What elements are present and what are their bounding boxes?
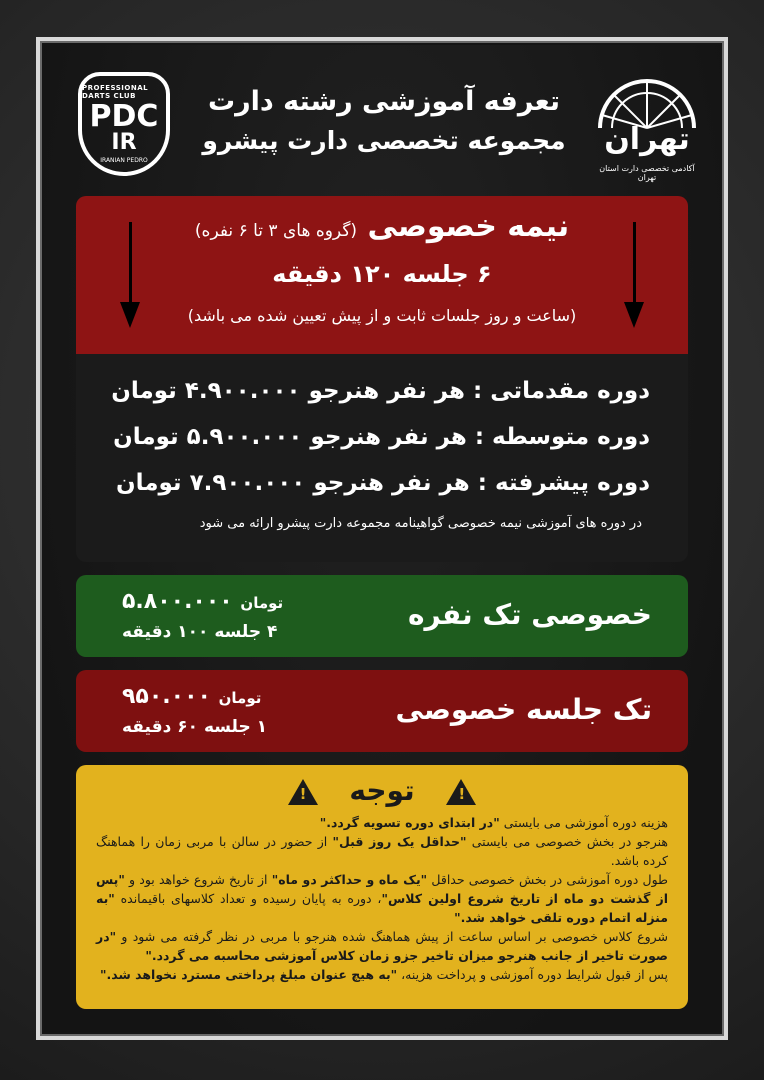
- single-session-title: تک جلسه خصوصی: [395, 693, 652, 726]
- private-single-price: ۵.۸۰۰.۰۰۰: [122, 589, 233, 614]
- notice-emphasis: "یک ماه و حداکثر دو ماه": [271, 872, 428, 887]
- notice-paragraph: [96, 927, 668, 965]
- course-advanced: دوره پیشرفته : هر نفر هنرجو ۷.۹۰۰.۰۰۰ تومان: [115, 470, 650, 496]
- notice-header: [76, 771, 688, 811]
- single-session-unit: تومان: [218, 689, 262, 707]
- semi-private-group: (گروه های ۳ تا ۶ نفره): [194, 221, 358, 241]
- title-block: [194, 82, 574, 160]
- semi-private-schedule-note: (ساعت و روز جلسات ثابت و از پیش تعیین شده می باشد): [187, 306, 577, 325]
- notice-emphasis: "به هیچ عنوان مبلغ پرداختی مسترد نخواهد شد.": [100, 967, 398, 982]
- semi-private-prices: [76, 354, 688, 562]
- notice-box: [76, 765, 688, 1009]
- notice-text: ، دوره به پایان رسیده و تعداد کلاسهای باقیمانده: [114, 891, 382, 906]
- notice-text: طول دوره آموزشی در بخش خصوصی حداقل: [427, 872, 668, 887]
- notice-emphasis: "به منزله اتمام دوره تلقی خواهد شد.": [96, 891, 668, 925]
- notice-emphasis: "در ابتدای دوره تسویه گردد.": [319, 815, 500, 830]
- page-title: تعرفه آموزشی رشته دارت: [207, 86, 560, 117]
- warning-icon: [446, 779, 476, 805]
- single-session-price-line: [122, 682, 261, 713]
- notice-text: هزینه دوره آموزشی می بایستی: [499, 815, 668, 830]
- notice-emphasis: "حداقل یک روز قبل": [332, 834, 467, 849]
- pdc-logo-main: PDC: [89, 99, 159, 134]
- notice-emphasis: "در صورت تاخیر از جانب هنرجو میزان تاخیر جزو زمان کلاس آموزشی محاسبه می گردد.": [96, 929, 668, 963]
- notice-emphasis: "پس از گذشت دو ماه از تاریخ شروع اولین کلاس": [96, 872, 669, 906]
- notice-body: [96, 813, 668, 984]
- semi-private-header: [76, 196, 688, 354]
- pdc-logo-sub: IR: [111, 130, 137, 155]
- header: [44, 60, 720, 190]
- private-single-card: [76, 575, 688, 657]
- notice-title: توجه: [349, 774, 415, 807]
- semi-private-title: نیمه خصوصی: [367, 209, 570, 244]
- pdc-logo-top: PROFESSIONAL DARTS CLUB: [82, 84, 149, 100]
- tehran-logo: [592, 70, 702, 180]
- dome-icon: [592, 70, 702, 130]
- notice-text: پس از قبول شرایط دوره آموزشی و پرداخت هزینه،: [397, 967, 668, 982]
- course-basic: دوره مقدماتی : هر نفر هنرجو ۴.۹۰۰.۰۰۰ تومان: [111, 378, 650, 404]
- certificate-note: در دوره های آموزشی نیمه خصوصی گواهینامه مجموعه دارت پیشرو ارائه می شود: [199, 516, 642, 531]
- notice-paragraph: [96, 965, 668, 984]
- private-single-title: خصوصی تک نفره: [407, 598, 652, 631]
- tehran-logo-name: تهران: [604, 122, 690, 157]
- private-single-sessions: ۴ جلسه ۱۰۰ دقیقه: [122, 622, 278, 642]
- private-single-unit: تومان: [240, 594, 284, 612]
- single-session-card: [76, 670, 688, 752]
- pdc-logo-bottom: IRANIAN PEDRO: [100, 157, 148, 164]
- notice-text: از تاریخ شروع خواهد بود و: [124, 872, 272, 887]
- notice-text: هنرجو در بخش خصوصی می بایستی: [466, 834, 668, 849]
- private-single-price-line: [122, 587, 283, 618]
- single-session-price: ۹۵۰.۰۰۰: [122, 684, 211, 709]
- notice-paragraph: [96, 832, 668, 870]
- notice-text: از حضور در سالن با مربی زمان را هماهنگ کرده باشد.: [96, 834, 668, 868]
- warning-icon: [288, 779, 318, 805]
- notice-text: شروع کلاس خصوصی بر اساس ساعت از پیش هماهنگ شده هنرجو با مربی در نظر گرفته می شود و: [116, 929, 668, 944]
- notice-paragraph: [96, 813, 668, 832]
- notice-paragraph: [96, 870, 668, 927]
- pdc-logo: [78, 72, 170, 176]
- tehran-logo-subtitle: آکادمی تخصصی دارت استان تهران: [599, 164, 695, 182]
- single-session-sessions: ۱ جلسه ۶۰ دقیقه: [122, 717, 268, 737]
- course-intermediate: دوره متوسطه : هر نفر هنرجو ۵.۹۰۰.۰۰۰ تومان: [113, 424, 650, 450]
- semi-private-title-line: [76, 208, 688, 250]
- semi-private-sessions: ۶ جلسه ۱۲۰ دقیقه: [272, 260, 492, 288]
- page-subtitle: مجموعه تخصصی دارت پیشرو: [202, 126, 566, 155]
